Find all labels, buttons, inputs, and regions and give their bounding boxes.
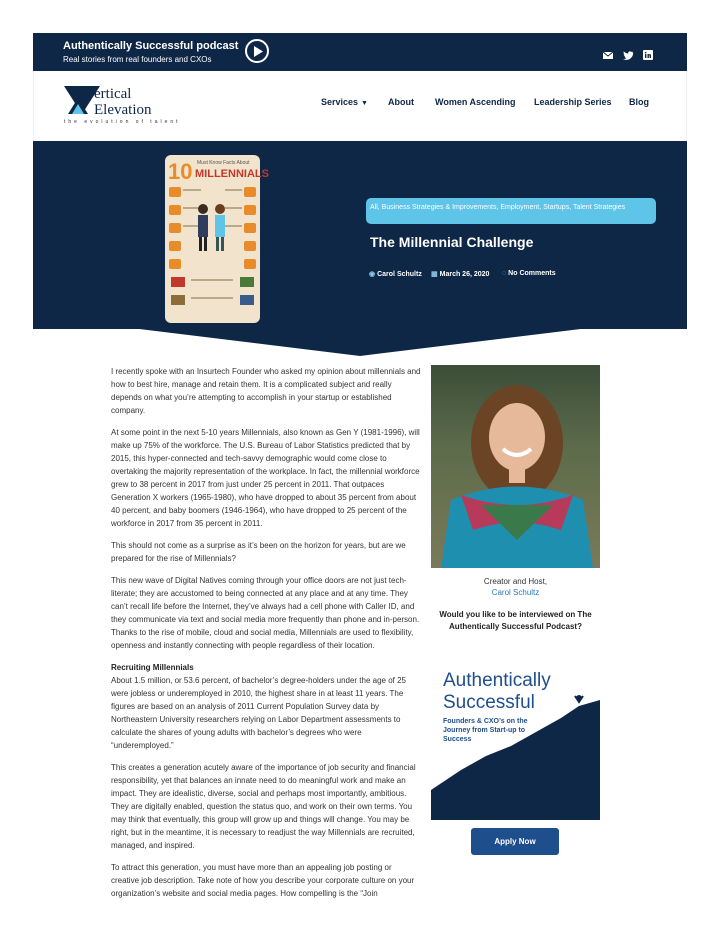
podcast-promo-banner <box>431 660 600 820</box>
promo-title-line1: Authentically <box>443 670 551 691</box>
podcast-title[interactable]: Authentically Successful podcast <box>63 40 239 52</box>
featured-infographic-image <box>165 155 269 323</box>
logo-tagline: the evolution of talent <box>64 119 181 125</box>
apply-now-button[interactable]: Apply Now <box>471 828 559 855</box>
nav-about[interactable]: About <box>388 97 414 107</box>
promo-tagline: Founders & CXO’s on the Journey from Start-up to Success <box>443 718 528 743</box>
podcast-topbar <box>33 33 687 71</box>
promo-title-line2: Successful <box>443 692 535 713</box>
twitter-icon[interactable] <box>623 47 633 57</box>
play-icon[interactable] <box>245 39 269 63</box>
nav-leadership-series[interactable]: Leadership Series <box>534 97 612 107</box>
interview-prompt: Would you like to be interviewed on The Authentically Successful Podcast? <box>439 610 592 631</box>
paragraph: I recently spoke with an Insurtech Founder who asked my opinion about millennials and how to best hire, manage and retain them. It is a complicated subject and really depends on what you’re attempting to accomplish in your startup or established company. <box>111 367 421 415</box>
vertical-elevation-logo[interactable] <box>64 80 181 128</box>
comment-icon: ◌ <box>502 270 507 277</box>
infographic-number: 10 <box>168 159 193 184</box>
logo-word-elevation: Elevation <box>94 102 152 118</box>
paragraph: This creates a generation acutely aware of the importance of job security and financial responsibility, yet that balances an innate need to do meaningful work and make an impact. They are idealistic, diverse, social and perhaps most importantly, ambitious. They are digitally enabled, question the status quo, and work on their own terms. You may think that eventually, this group will grow up and things will change. You may be right, but in the meantime, it is necessary to readjust the way Millennials are recruited, managed, and inspired. <box>111 763 416 850</box>
email-icon[interactable] <box>603 47 613 57</box>
linkedin-icon[interactable] <box>643 47 653 57</box>
site-header <box>33 71 687 141</box>
host-portrait-icon <box>431 365 600 568</box>
infographic-illustration-icon <box>165 183 260 323</box>
post-author-name: Carol Schultz <box>377 271 422 278</box>
creator-name-link[interactable]: Carol Schultz <box>491 588 540 597</box>
calendar-icon: ▦ <box>431 271 438 278</box>
section-heading: Recruiting Millennials <box>111 663 194 672</box>
post-comments[interactable] <box>502 270 556 277</box>
chevron-down-icon: ▼ <box>361 100 368 107</box>
paragraph: To attract this generation, you must have more than an appealing job posting or creative job description. Take note of how you describe your corporate culture on your organization’s website and social media pages. How compelling is the “Join <box>111 863 415 898</box>
nav-women-ascending[interactable]: Women Ascending <box>435 97 516 107</box>
author-icon: ◉ <box>369 271 376 278</box>
nav-services-label: Services <box>321 97 359 107</box>
podcast-subtitle: Real stories from real founders and CXOs <box>63 55 212 64</box>
infographic-caption: Must Know Facts About <box>197 160 250 166</box>
post-comments-text: No Comments <box>508 270 556 277</box>
logo-word-vertical: ertical <box>94 86 132 102</box>
infographic-word: MILLENNIALS <box>195 168 269 180</box>
post-title: The Millennial Challenge <box>370 234 534 250</box>
paragraph: This should not come as a surprise as it’s been on the horizon for years, but are we prepared for the rise of Millennials? <box>111 541 406 563</box>
post-author[interactable] <box>369 270 422 278</box>
paragraph: At some point in the next 5-10 years Millennials, also known as Gen Y (1981-1996), will make up 75% of the workforce. The U.S. Bureau of Labor Statistics predicted that by 2015, this hyper-connected and tech-savvy demographic would come close to overtaking the majority representation of the workplace. In fact, the millennial workforce grew to 38 percent in 2017 from just under 25 percent in 2011. That outpaces Generation X workers (1965-1980), who have dropped to about 35 percent from about 40 percent, and baby boomers (1946-1964), who have dropped to 25 percent of the workforce in 2017 from 35 percent in 2011. <box>111 428 420 528</box>
nav-services[interactable] <box>321 97 368 107</box>
paragraph: About 1.5 million, or 53.6 percent, of bachelor’s degree-holders under the age of 25 were jobless or underemployed in 2010, the highest share in at least 11 years. The figures are based on an analysis of 2011 Current Population Survey data by Northeastern University researchers relying on Labor Department assessments to calculate the shares of young adults with bachelor’s degrees who were “underemployed.” <box>111 676 407 750</box>
post-categories[interactable]: All, Business Strategies & Improvements, Employment, Startups, Talent Strategies <box>366 198 656 224</box>
post-date[interactable] <box>431 270 489 278</box>
host-photo <box>431 365 600 568</box>
post-hero <box>33 141 687 329</box>
paragraph: This new wave of Digital Natives coming through your office doors are not just tech-literate; they are accustomed to being connected at any place and at any time. They can’t recall life before the Internet, they’ve always had a cell phone with Caller ID, and they communicate via text and social media more frequently than phone and in-person. Thanks to the rise of mobile, cloud and social media, Millennials are used to flexibility, openness and instantly connecting with people regardless of their location. <box>111 576 420 650</box>
nav-blog[interactable]: Blog <box>629 97 649 107</box>
creator-label: Creator and Host, <box>483 577 548 586</box>
post-date-text: March 26, 2020 <box>439 271 490 278</box>
article-body <box>111 365 421 909</box>
hero-angle-right <box>360 316 687 356</box>
